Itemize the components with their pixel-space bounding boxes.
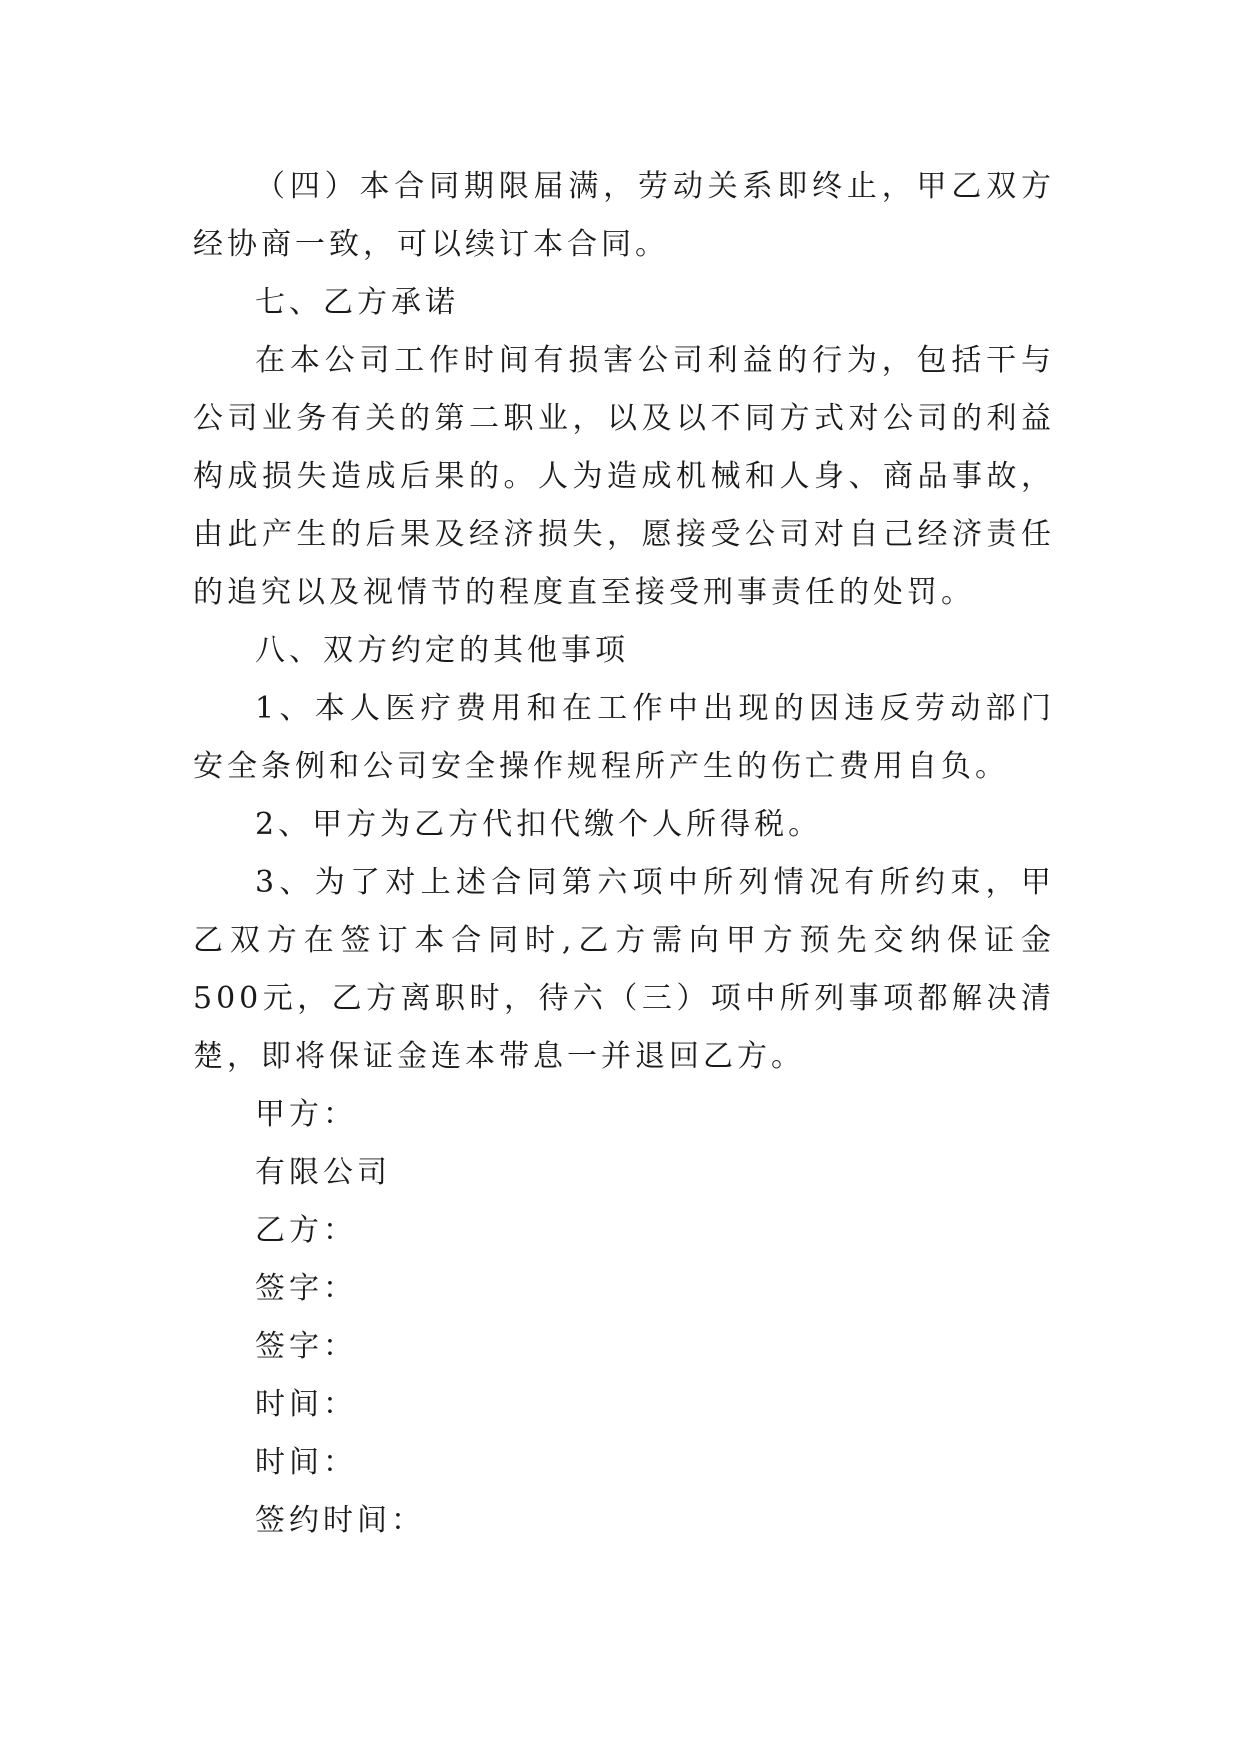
signature-sign-a: 签字：	[255, 1271, 357, 1306]
heading-party-b-commitment: 七、乙方承诺	[255, 285, 459, 320]
signature-company: 有限公司	[255, 1155, 391, 1190]
signature-contract-date: 签约时间：	[255, 1503, 425, 1538]
signature-date-b: 时间：	[255, 1445, 357, 1480]
signature-block	[193, 1086, 1055, 1550]
signature-party-b: 乙方：	[255, 1213, 357, 1248]
signature-party-a: 甲方：	[255, 1097, 357, 1132]
paragraph-item-1: 1、本人医疗费用和在工作中出现的因违反劳动部门安全条例和公司安全操作规程所产生的伤亡费用自负。	[193, 691, 1055, 784]
signature-sign-b: 签字：	[255, 1329, 357, 1364]
signature-date-a: 时间：	[255, 1387, 357, 1422]
paragraph-item-2: 2、甲方为乙方代扣代缴个人所得税。	[255, 807, 823, 842]
paragraph-term-expiry: （四）本合同期限届满，劳动关系即终止，甲乙双方经协商一致，可以续订本合同。	[193, 169, 1055, 262]
paragraph-commitment: 在本公司工作时间有损害公司利益的行为，包括干与公司业务有关的第二职业，以及以不同方式对公司的利益构成损失造成后果的。人为造成机械和人身、商品事故，由此产生的后果及经济损失，愿接受公司对自己经济责任的追究以及视情节的程度直至接受刑事责任的处罚。	[193, 343, 1055, 610]
document-body	[193, 158, 1055, 1550]
heading-other-matters: 八、双方约定的其他事项	[255, 633, 629, 668]
paragraph-item-3: 3、为了对上述合同第六项中所列情况有所约束，甲乙双方在签订本合同时,乙方需向甲方预先交纳保证金500元，乙方离职时，待六（三）项中所列事项都解决清楚，即将保证金连本带息一并退回乙方。	[193, 865, 1055, 1074]
